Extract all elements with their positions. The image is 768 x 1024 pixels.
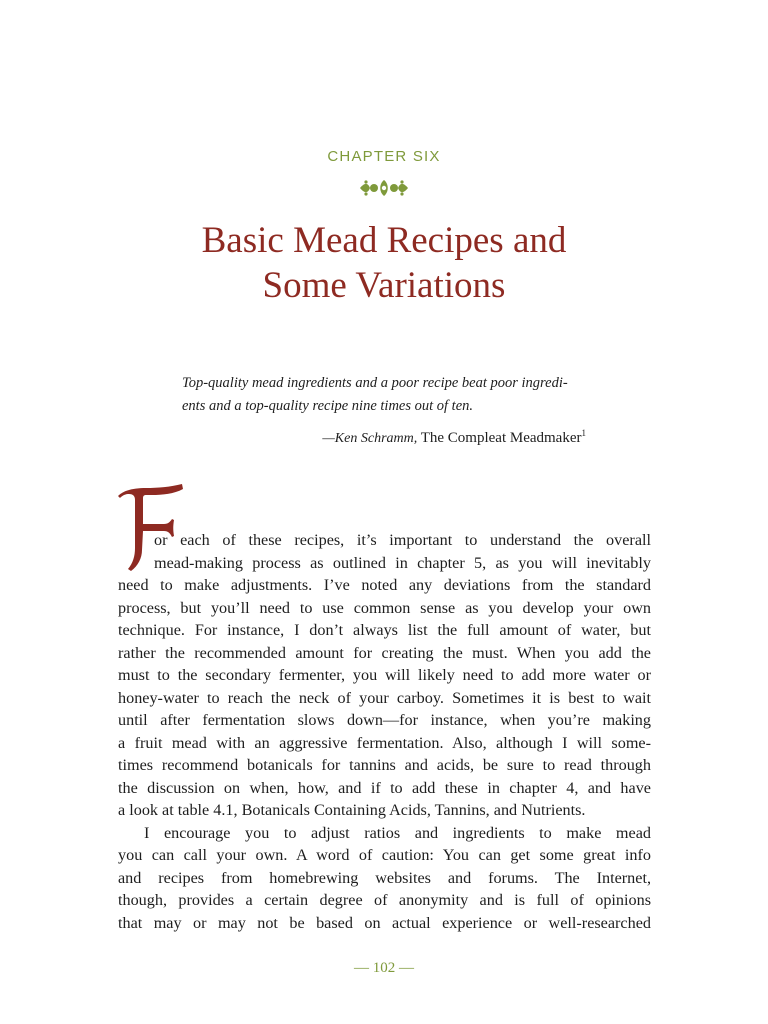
body-line: need to make adjustments. I’ve noted any deviations from the standard [118, 576, 651, 594]
body-line: process, but you’ll need to use common sense as you develop your own [118, 598, 651, 617]
attribution-dash: — [322, 431, 335, 446]
body-line: or each of these recipes, it’s important to understand the overall [154, 531, 651, 549]
footnote-ref: 1 [581, 428, 586, 438]
body-line: mead-making process as outlined in chapter 5, as you will inevitably [154, 553, 651, 572]
body-line: must to the secondary fermenter, you will likely need to add more water or [118, 666, 651, 684]
body-line: and recipes from homebrewing websites and forums. The Internet, [118, 868, 651, 887]
body-line: that may or may not be based on actual experience or well-researched [118, 913, 651, 932]
body-line: though, provides a certain degree of anonymity and is full of opinions [118, 891, 651, 909]
chapter-title-line-2: Some Variations [262, 265, 506, 306]
body-line: the discussion on when, how, and if to add these in chapter 4, and have [118, 778, 651, 797]
body-line: rather the recommended amount for creating the must. When you add the [118, 643, 651, 662]
body-line: I encourage you to adjust ratios and ingredients to make mead [144, 823, 651, 842]
epigraph-line-2: ents and a top-quality recipe nine times out of ten. [182, 398, 474, 414]
page-number: — 102 — [354, 960, 414, 976]
attribution-work: The Compleat Meadmaker [417, 430, 582, 446]
body-line: you can call your own. A word of caution: You can get some great info [118, 846, 651, 864]
epigraph-attribution [182, 428, 586, 447]
body-line: times recommend botanicals for tannins and acids, be sure to read through [118, 756, 651, 774]
epigraph-quote [182, 372, 592, 418]
body-line: until after fermentation slows down—for instance, when you’re making [118, 711, 651, 729]
attribution-author: Ken Schramm, [334, 431, 418, 446]
body-line: honey-water to reach the neck of your carboy. Sometimes it is best to wait [118, 688, 651, 707]
body-line: a fruit mead with an aggressive fermentation. Also, although I will some- [118, 733, 651, 752]
chapter-title [0, 218, 768, 308]
epigraph-line-1: Top-quality mead ingredients and a poor recipe beat poor ingredi- [182, 375, 568, 391]
chapter-title-line-1: Basic Mead Recipes and [201, 220, 567, 261]
drop-cap-letter: F [112, 480, 113, 481]
body-line: a look at table 4.1, Botanicals Containing Acids, Tannins, and Nutrients. [118, 801, 586, 819]
body-text [118, 529, 651, 934]
body-line: technique. For instance, I don’t always list the full amount of water, but [118, 621, 651, 639]
chapter-label: CHAPTER SIX [327, 148, 441, 165]
floral-ornament-icon [356, 176, 412, 200]
